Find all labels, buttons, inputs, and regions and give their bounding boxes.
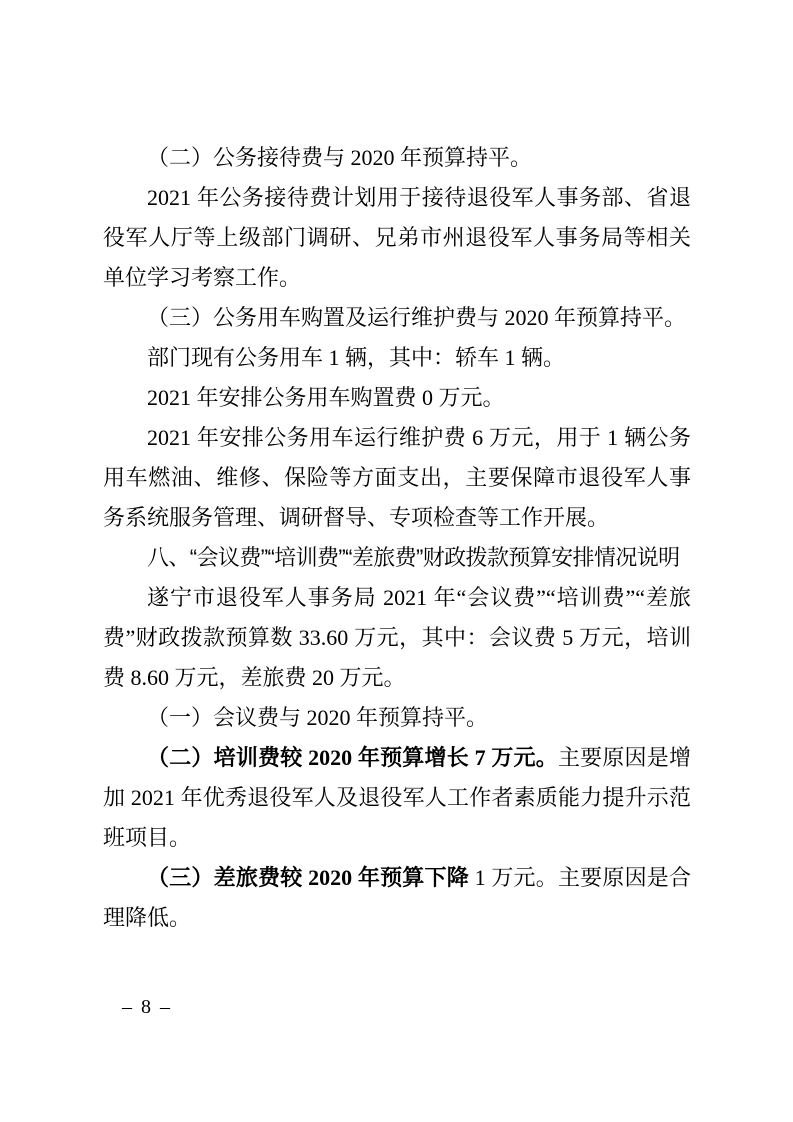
para-travel-fee: [103, 858, 691, 938]
document-body: [103, 138, 691, 938]
para-official-reception-fee: 2021 年公务接待费计划用于接待退役军人事务部、省退役军人厅等上级部门调研、兄弟市州退役军人事务局等相关单位学习考察工作。: [103, 185, 691, 290]
heading-section-eight: 八、“会议费”“培训费”“差旅费”财政拨款预算安排情况说明: [147, 545, 680, 570]
para-vehicle-maintenance: 2021 年安排公务用车运行维护费 6 万元，用于 1 辆公务用车燃油、维修、保险等方面支出，主要保障市退役军人事务系统服务管理、调研督导、专项检查等工作开展。: [103, 425, 691, 530]
para-vehicle-purchase: 2021 年安排公务用车购置费 0 万元。: [147, 385, 505, 410]
heading-meeting-fee: （一）会议费与 2020 年预算持平。: [147, 705, 489, 730]
training-fee-bold-lead: （二）培训费较 2020 年预算增长 7 万元。: [147, 745, 558, 770]
page-number: – 8 –: [122, 996, 172, 1018]
training-fee-reason: 主要原因是增加 2021 年优秀退役军人及退役军人工作者素质能力提升示范班项目。: [103, 745, 691, 850]
heading-official-vehicle-fee: （三）公务用车购置及运行维护费与 2020 年预算持平。: [147, 305, 687, 330]
travel-fee-bold-lead: （三）差旅费较 2020 年预算下降: [147, 865, 469, 890]
heading-official-reception-fee: （二）公务接待费与 2020 年预算持平。: [147, 145, 533, 170]
para-training-fee: [103, 738, 691, 858]
travel-fee-reason: 1 万元。主要原因是合理降低。: [103, 865, 691, 930]
para-vehicle-count: 部门现有公务用车 1 辆，其中：轿车 1 辆。: [147, 345, 566, 370]
para-budget-overview: 遂宁市退役军人事务局 2021 年“会议费”“培训费”“差旅费”财政拨款预算数 33.60 万元，其中：会议费 5 万元，培训费 8.60 万元，差旅费 20 万元。: [103, 585, 691, 690]
